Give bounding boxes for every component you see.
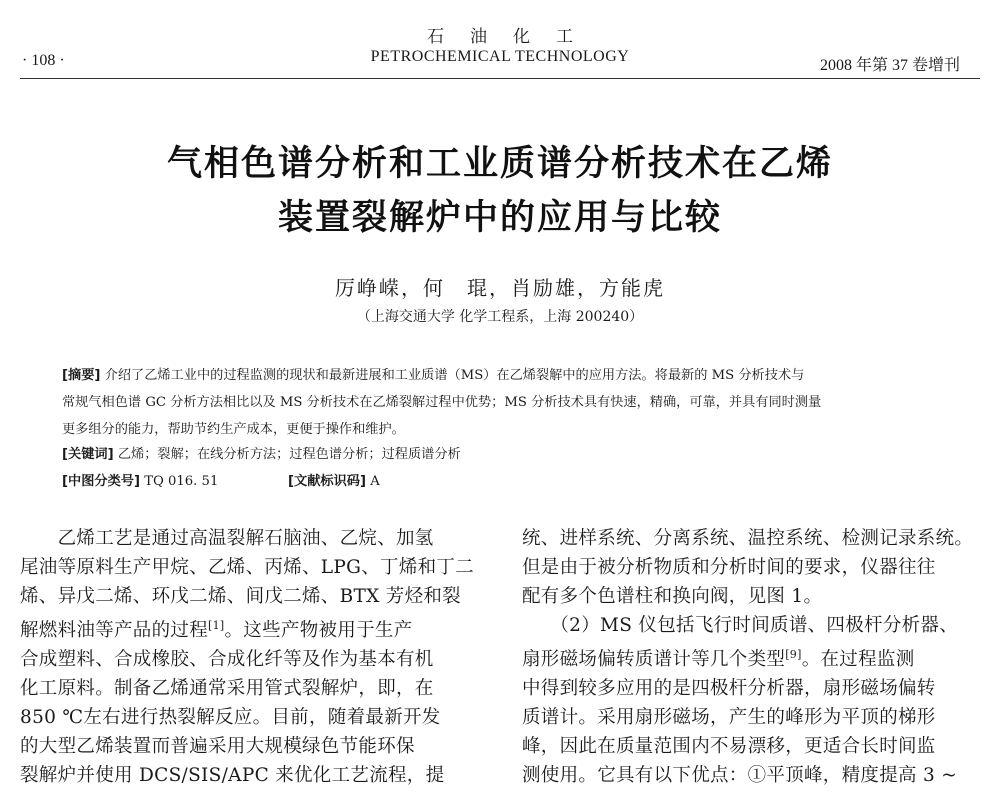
abstract-line: 更多组分的能力，帮助节约生产成本，更便于操作和维护。 <box>62 422 405 437</box>
body-line: 尾油等原料生产甲烷、乙烯、丙烯、LPG、丁烯和丁二 <box>20 557 475 578</box>
issue-info: 2008 年第 37 卷增刊 <box>819 57 960 74</box>
body-line: 合成塑料、合成橡胶、合成化纤等及作为基本有机 <box>20 649 434 671</box>
body-line: 化工原料。制备乙烯通常采用管式裂解炉，即，在 <box>20 678 434 700</box>
keywords-label: [关键词] <box>62 447 114 462</box>
header-rule <box>20 78 980 79</box>
body-line: 乙烯工艺是通过高温裂解石脑油、乙烷、加氢 <box>20 528 434 549</box>
body-column-left <box>20 524 476 790</box>
journal-name-en: PETROCHEMICAL TECHNOLOGY <box>370 48 630 65</box>
body-column-right <box>522 524 978 790</box>
body-line: 烯、异戊二烯、环戊二烯、间戊二烯、BTX 芳烃和裂 <box>20 586 461 607</box>
body-line: 的大型乙烯装置而普遍采用大规模绿色节能环保 <box>20 736 415 758</box>
body-line: 统、进样系统、分离系统、温控系统、检测记录系统。 <box>522 528 974 549</box>
classification <box>62 470 218 489</box>
doc-code-label: [文献标识码] <box>288 474 366 489</box>
keywords <box>62 443 461 462</box>
paper-title-line-2: 装置裂解炉中的应用与比较 <box>277 198 722 238</box>
document-code <box>288 470 380 489</box>
authors: 厉峥嵘，何 琨，肖励雄，方能虎 <box>335 276 665 300</box>
journal-name-cn: 石油化工 <box>427 27 599 47</box>
body-line: （2）MS 仪包括飞行时间质谱、四极杆分析器、 <box>522 615 959 636</box>
abstract-label: [摘要] <box>62 368 101 383</box>
page-number: · 108 · <box>22 52 65 69</box>
body-line: 扇形磁场偏转质谱计等几个类型[9]。在过程监测 <box>522 648 915 671</box>
citation-ref[interactable]: [1] <box>208 619 225 632</box>
body-line: 解燃料油等产品的过程[1]。这些产物被用于生产 <box>20 619 413 642</box>
keywords-value: 乙烯；裂解；在线分析方法；过程色谱分析；过程质谱分析 <box>117 447 461 462</box>
clc-value: TQ 016. 51 <box>144 474 219 489</box>
citation-ref[interactable]: [9] <box>785 648 802 661</box>
body-line: 中得到较多应用的是四极杆分析器，扇形磁场偏转 <box>522 678 936 700</box>
doc-code-value: A <box>370 474 380 489</box>
body-line: 但是由于被分析物质和分析时间的要求，仪器往往 <box>522 557 936 578</box>
body-line: 850 ℃左右进行热裂解反应。目前，随着最新开发 <box>20 707 441 729</box>
clc-label: [中图分类号] <box>62 474 140 489</box>
abstract-line: [摘要] 介绍了乙烯工业中的过程监测的现状和最新进展和工业质谱（MS）在乙烯裂解中的应用方法。将最新的 MS 分析技术与 <box>62 368 805 383</box>
body-line: 配有多个色谱柱和换向阀，见图 1。 <box>522 586 823 607</box>
body-line: 峰，因此在质量范围内不易漂移，更适合长时间监 <box>522 736 936 758</box>
affiliation: （上海交通大学 化学工程系，上海 200240） <box>356 309 644 325</box>
body-line: 质谱计。采用扇形磁场，产生的峰形为平顶的梯形 <box>522 707 936 729</box>
abstract-line: 常规气相色谱 GC 分析方法相比以及 MS 分析技术在乙烯裂解过程中优势；MS 分析技术具有快速，精确，可靠，并具有同时测量 <box>62 395 822 410</box>
paper-title-line-1: 气相色谱分析和工业质谱分析技术在乙烯 <box>166 144 833 184</box>
body-line: 测使用。它具有以下优点：①平顶峰，精度提高 3 ~ <box>522 765 958 787</box>
abstract <box>62 362 942 443</box>
body-line: 裂解炉并使用 DCS/SIS/APC 来优化工艺流程，提 <box>20 765 445 787</box>
